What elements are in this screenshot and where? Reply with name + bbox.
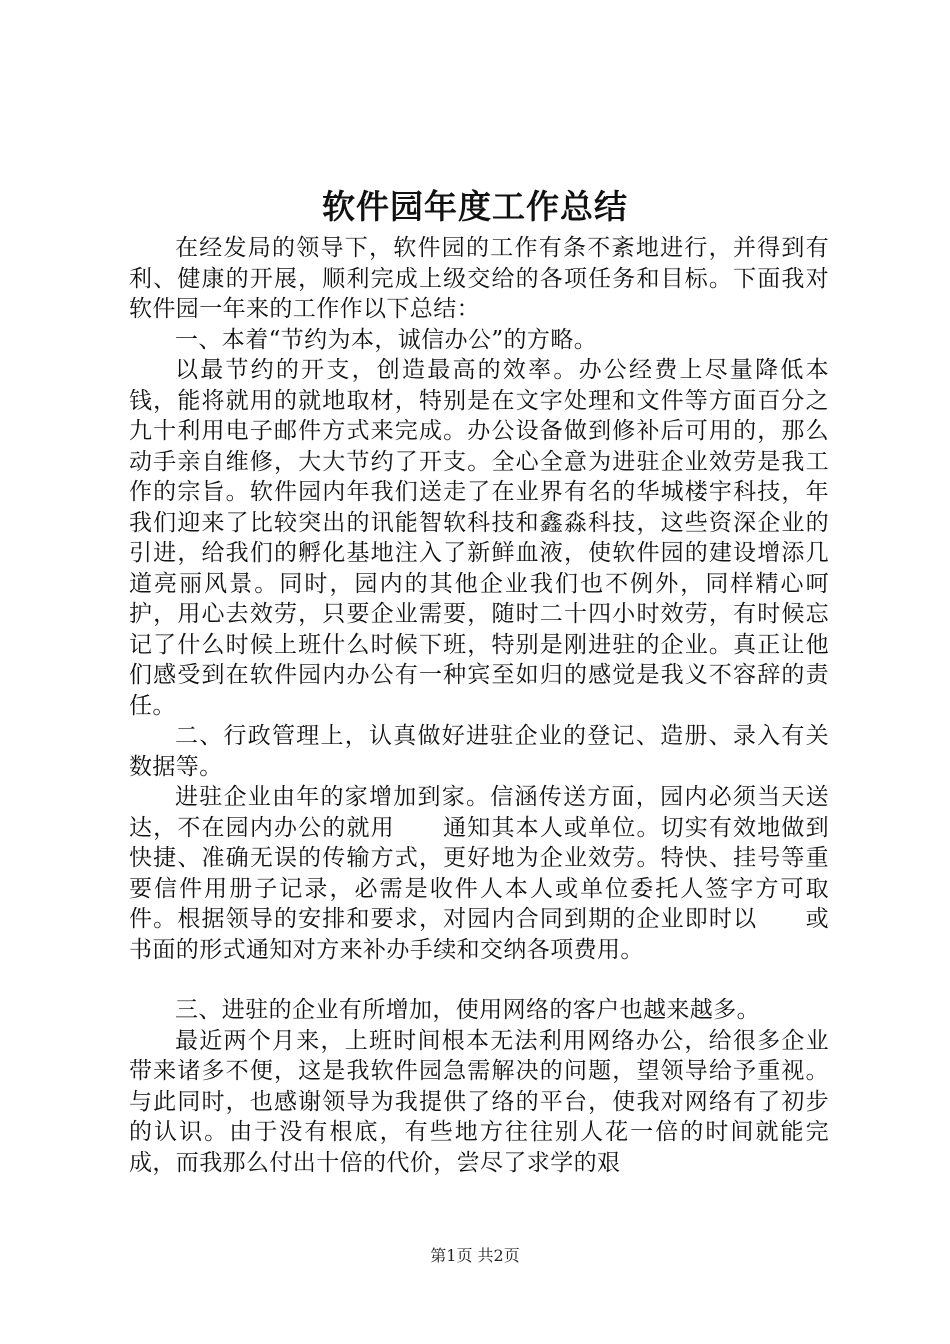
paragraph-intro: 在经发局的领导下，软件园的工作有条不紊地进行，并得到有利、健康的开展，顺利完成上级交给的各项任务和目标。下面我对软件园一年来的工作作以下总结：: [129, 235, 829, 322]
document-body: [129, 233, 829, 1178]
section-heading-1: 一、本着“节约为本，诚信办公”的方略。: [175, 326, 598, 353]
document-title: 软件园年度工作总结: [322, 187, 628, 226]
paragraph-section-3: 最近两个月来，上班时间根本无法利用网络办公，给很多企业带来诸多不便，这是我软件园急需解决的问题，望领导给予重视。与此同时，也感谢领导为我提供了络的平台，使我对网络有了初步的认识。由于没有根底，有些地方往往别人花一倍的时间就能完成，而我那么付出十倍的代价，尝尽了求学的艰: [129, 1027, 829, 1176]
paragraph-section-1: 以最节约的开支，创造最高的效率。办公经费上尽量降低本钱，能将就用的就地取材，特别是在文字处理和文件等方面百分之九十利用电子邮件方式来完成。办公设备做到修补后可用的，那么动手亲自维修，大大节约了开支。全心全意为进驻企业效劳是我工作的宗旨。软件园内年我们送走了在业界有名的华城楼宇科技，年我们迎来了比较突出的讯能智软科技和鑫淼科技，这些资深企业的引进，给我们的孵化基地注入了新鲜血液，使软件园的建设增添几道亮丽风景。同时，园内的其他企业我们也不例外，同样精心呵护，用心去效劳，只要企业需要，随时二十四小时效劳，有时候忘记了什么时候上班什么时候下班，特别是刚进驻的企业。真正让他们感受到在软件园内办公有一种宾至如归的感觉是我义不容辞的责任。: [129, 357, 829, 719]
section-heading-2: 二、行政管理上，认真做好进驻企业的登记、造册、录入有关数据等。: [129, 723, 829, 780]
section-heading-3: 三、进驻的企业有所增加，使用网络的客户也越来越多。: [175, 997, 760, 1023]
paragraph-section-2: 进驻企业由年的家增加到家。信涵传送方面，园内必须当天送达，不在园内办公的就用 通知其本人或单位。切实有效地做到快捷、准确无误的传输方式，更好地为企业效劳。特快、挂号等重要信件用册子记录，必需是收件人本人或单位委托人签字方可取件。根据领导的安排和要求，对园内合同到期的企业即时以 或书面的形式通知对方来补办手续和交纳各项费用。: [129, 784, 829, 963]
page-number-footer: 第1页 共2页: [430, 1246, 520, 1265]
